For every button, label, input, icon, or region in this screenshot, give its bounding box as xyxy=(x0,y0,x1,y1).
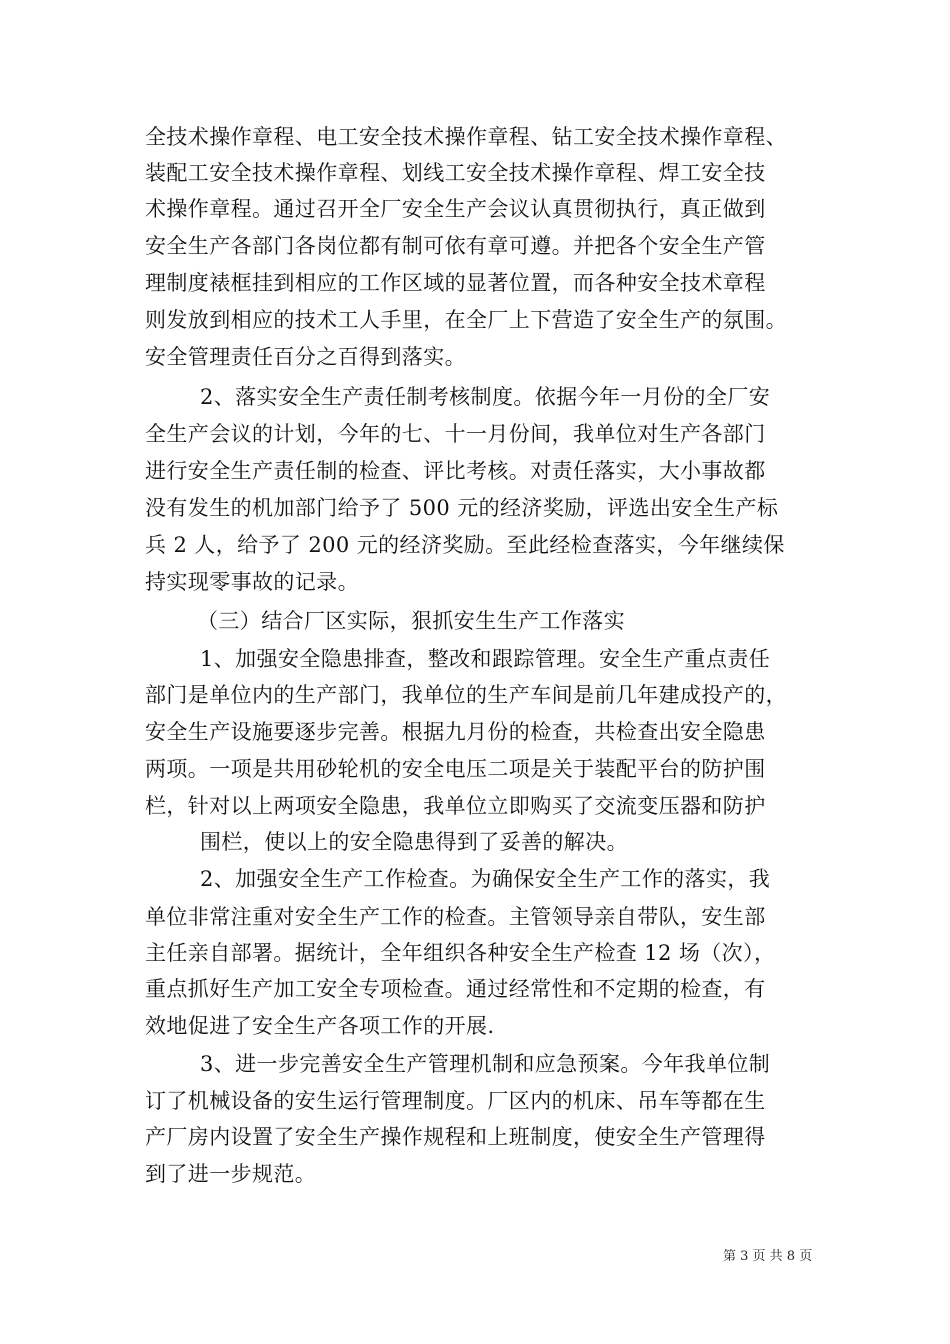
text-line: 两项。一项是共用砂轮机的安全电压二项是关于装配平台的防护围 xyxy=(145,757,766,781)
paragraph-first-line: 1、加强安全隐患排查，整改和跟踪管理。安全生产重点责任 xyxy=(200,647,771,671)
text-line: 效地促进了安全生产各项工作的开展. xyxy=(145,1014,495,1038)
text-line: 全技术操作章程、电工安全技术操作章程、钻工安全技术操作章程、 xyxy=(145,125,787,149)
text-line: 术操作章程。通过召开全厂安全生产会议认真贯彻执行，真正做到 xyxy=(145,197,766,221)
text-line: 持实现零事故的记录。 xyxy=(145,570,359,594)
text-line: 进行安全生产责任制的检查、评比考核。对责任落实，大小事故都 xyxy=(145,459,766,483)
paragraph-first-line: 3、进一步完善安全生产管理机制和应急预案。今年我单位制 xyxy=(200,1052,771,1076)
section-heading: （三）结合厂区实际，狠抓安生生产工作落实 xyxy=(197,609,625,633)
text-line: 主任亲自部署。据统计，全年组织各种安全生产检查 12 场（次）， xyxy=(145,941,776,965)
text-line: 全生产会议的计划，今年的七、十一月份间，我单位对生产各部门 xyxy=(145,422,766,446)
text-line: 没有发生的机加部门给予了 500 元的经济奖励，评选出安全生产标 xyxy=(145,496,779,520)
text-line: 部门是单位内的生产部门，我单位的生产车间是前几年建成投产的， xyxy=(145,683,787,707)
paragraph-first-line: 2、加强安全生产工作检查。为确保安全生产工作的落实，我 xyxy=(200,867,771,891)
text-line: 理制度裱框挂到相应的工作区域的显著位置，而各种安全技术章程 xyxy=(145,271,766,295)
page-number: 第 3 页 共 8 页 xyxy=(723,1249,813,1264)
paragraph-first-line: 2、落实安全生产责任制考核制度。依据今年一月份的全厂安 xyxy=(200,385,771,409)
text-line: 安全生产各部门各岗位都有制可依有章可遵。并把各个安全生产管 xyxy=(145,234,766,258)
text-line: 兵 2 人，给予了 200 元的经济奖励。至此经检查落实，今年继续保 xyxy=(145,533,785,557)
text-line: 单位非常注重对安全生产工作的检查。主管领导亲自带队，安生部 xyxy=(145,905,766,929)
text-line: 安全管理责任百分之百得到落实。 xyxy=(145,345,466,369)
text-line: 产厂房内设置了安全生产操作规程和上班制度，使安全生产管理得 xyxy=(145,1125,766,1149)
text-line: 安全生产设施要逐步完善。根据九月份的检查，共检查出安全隐患 xyxy=(145,720,766,744)
text-line: 订了机械设备的安生运行管理制度。厂区内的机床、吊车等都在生 xyxy=(145,1089,766,1113)
text-line: 到了进一步规范。 xyxy=(145,1162,317,1186)
text-line: 装配工安全技术操作章程、划线工安全技术操作章程、焊工安全技 xyxy=(145,161,766,185)
text-line: 栏，针对以上两项安全隐患，我单位立即购买了交流变压器和防护 xyxy=(145,794,766,818)
text-line: 则发放到相应的技术工人手里，在全厂上下营造了安全生产的氛围。 xyxy=(145,308,787,332)
text-line: 围栏，使以上的安全隐患得到了妥善的解决。 xyxy=(200,830,628,854)
text-line: 重点抓好生产加工安全专项检查。通过经常性和不定期的检查，有 xyxy=(145,977,766,1001)
